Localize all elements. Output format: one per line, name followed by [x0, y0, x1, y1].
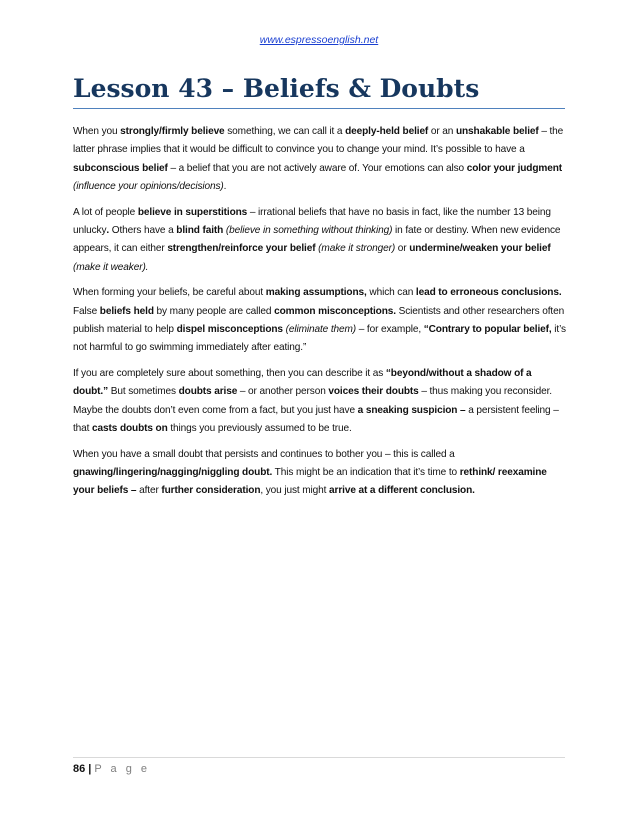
footer-divider — [73, 757, 565, 758]
bold-phrase: making assumptions, — [265, 287, 367, 299]
bold-phrase: doubts arise — [178, 386, 238, 398]
italic-gloss: (make it weaker). — [73, 261, 149, 273]
paragraph-nagging-doubt — [73, 446, 567, 501]
bold-phrase: arrive at a different conclusion. — [329, 485, 475, 497]
text-run: things you previously assumed to be true. — [167, 423, 352, 435]
bold-phrase: unshakable belief — [455, 126, 539, 137]
text-run: after — [136, 485, 162, 497]
text-run: False — [73, 305, 100, 317]
text-run: When you — [73, 126, 121, 137]
text-run: by many people are called — [153, 305, 275, 317]
bold-phrase: strengthen/reinforce your belief — [167, 243, 316, 255]
bold-phrase: strongly/firmly believe — [120, 126, 225, 137]
bold-phrase: beliefs held — [99, 305, 154, 317]
text-run: a persistent feeling – that — [73, 404, 559, 435]
text-run: If you are completely sure about something, then you can describe it as — [73, 367, 386, 379]
text-run: – thus making you reconsider. Maybe the doubts don’t even come from a fact, but you just have — [73, 386, 552, 416]
header-url-link[interactable]: www.espressoenglish.net — [259, 34, 379, 46]
lesson-body — [73, 123, 567, 508]
bold-phrase: further consideration — [161, 485, 261, 497]
bold-phrase: undermine/weaken your belief — [409, 243, 551, 255]
text-run: , you just might — [260, 485, 330, 497]
page-footer — [73, 763, 150, 775]
bold-phrase: a sneaking suspicion – — [357, 404, 466, 416]
bold-phrase: “beyond/without a shadow of a doubt.” — [73, 367, 532, 398]
paragraph-assumptions — [73, 284, 567, 358]
text-run: – irrational beliefs that have no basis in fact, like the number 13 being unlucky — [73, 206, 551, 237]
paragraph-strong-beliefs — [73, 123, 567, 197]
bold-phrase: casts doubts on — [92, 423, 168, 435]
page-number: 86 — [73, 763, 86, 775]
footer-separator: | — [88, 763, 92, 775]
text-run: Others have a — [109, 225, 177, 237]
text-run: it’s not harmful to go swimming immediately after eating.” — [73, 324, 566, 354]
bold-phrase: dispel misconceptions — [176, 324, 283, 336]
text-run: or an — [428, 126, 456, 137]
paragraph-doubts — [73, 365, 567, 439]
page-word: P a g e — [94, 763, 150, 775]
text-run: which can — [366, 287, 416, 299]
text-run: – a belief that you are not actively aware of. Your emotions can also — [167, 162, 467, 174]
bold-phrase: “Contrary to popular belief, — [423, 324, 552, 336]
text-run: This might be an indication that it’s time to — [272, 466, 460, 478]
bold-phrase: color your judgment — [466, 162, 563, 174]
text-run: . — [223, 181, 227, 193]
text-run: When forming your beliefs, be careful about — [73, 287, 266, 299]
bold-phrase: common misconceptions. — [274, 305, 396, 317]
italic-gloss: (influence your opinions/decisions) — [73, 181, 224, 193]
italic-gloss: (believe in something without thinking) — [225, 225, 393, 237]
text-run: – the latter phrase implies that it would be difficult to convince you to change your mind. It’s possible to have a — [73, 126, 564, 156]
bold-phrase: rethink/ reexamine your beliefs – — [73, 466, 547, 497]
bold-phrase: deeply-held belief — [345, 126, 429, 137]
bold-phrase: believe in superstitions — [137, 206, 248, 218]
text-run: When you have a small doubt that persists and continues to bother you – this is called a — [73, 448, 455, 460]
bold-phrase: subconscious belief — [73, 162, 168, 174]
italic-gloss: (eliminate them) — [285, 324, 357, 336]
paragraph-superstitions — [73, 204, 567, 278]
text-run: Scientists and other researchers often publish material to help — [73, 305, 565, 336]
text-run: something, we can call it a — [224, 126, 346, 137]
bold-phrase: . — [106, 225, 110, 237]
italic-gloss: (make it stronger) — [318, 243, 396, 255]
text-run: A lot of people — [73, 206, 138, 218]
bold-phrase: gnawing/lingering/nagging/niggling doubt. — [73, 466, 273, 478]
text-run: – for example, — [356, 324, 424, 336]
text-run: in fate or destiny. When new evidence appears, it can either — [73, 225, 561, 255]
text-run: But sometimes — [108, 386, 179, 398]
bold-phrase: blind faith — [176, 225, 224, 237]
title-underline — [73, 108, 565, 109]
text-run: – or another person — [237, 386, 329, 398]
lesson-title: Lesson 43 – Beliefs & Doubts — [73, 74, 480, 103]
bold-phrase: lead to erroneous conclusions. — [415, 287, 562, 299]
bold-phrase: voices their doubts — [328, 386, 419, 398]
text-run: or — [395, 243, 410, 255]
